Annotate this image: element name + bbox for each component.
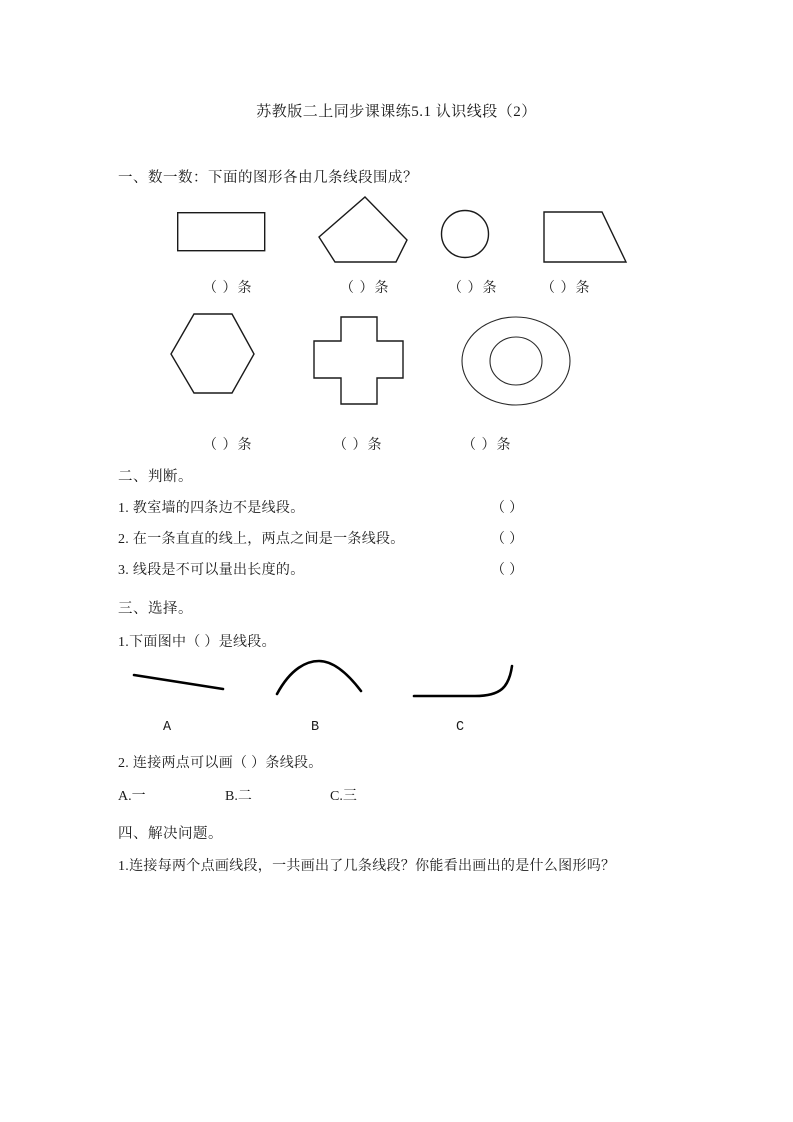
shape-right-trapezoid [543, 211, 628, 264]
judge-answer-box-3[interactable]: （ ） [491, 563, 524, 578]
shape-cross [313, 316, 405, 406]
choice-question-2: 2. 连接两点可以画（ ）条线段。 [118, 756, 323, 771]
figure-c-line-with-hook [413, 665, 517, 699]
shape-annulus [460, 315, 572, 407]
shape-rectangle [177, 212, 267, 254]
section-heading-one: 一、数一数：下面的图形各由几条线段围成？ [118, 170, 418, 186]
shape-hexagon [170, 313, 256, 395]
figure-a-straight-line [133, 670, 225, 694]
figure-label-a: A [163, 720, 172, 735]
count-label-cross: （ ）条 [333, 438, 383, 453]
figure-label-c: C [456, 720, 465, 735]
count-label-pentagon: （ ）条 [340, 281, 390, 296]
shape-circle [440, 209, 492, 261]
section-heading-four: 四、解决问题。 [118, 826, 223, 842]
count-label-trapezoid: （ ）条 [541, 281, 591, 296]
choice-option-b[interactable]: B.二 [225, 789, 252, 804]
judge-answer-box-1[interactable]: （ ） [491, 501, 524, 516]
judge-item-1: 1. 教室墙的四条边不是线段。 [118, 501, 305, 516]
page-title: 苏教版二上同步课课练5.1 认识线段（2） [256, 104, 537, 120]
choice-option-a[interactable]: A.一 [118, 789, 146, 804]
count-label-hexagon: （ ）条 [203, 438, 253, 453]
figure-b-arc-curve [275, 660, 363, 696]
shape-pentagon [318, 196, 410, 264]
judge-item-3: 3. 线段是不可以量出长度的。 [118, 563, 305, 578]
choice-option-c[interactable]: C.三 [330, 789, 357, 804]
judge-answer-box-2[interactable]: （ ） [491, 532, 524, 547]
count-label-rectangle: （ ）条 [203, 281, 253, 296]
count-label-annulus: （ ）条 [462, 438, 512, 453]
count-label-circle: （ ）条 [448, 281, 498, 296]
figure-label-b: B [311, 720, 320, 735]
problem-question-1: 1.连接每两个点画线段，一共画出了几条线段？你能看出画出的是什么图形吗？ [118, 859, 616, 874]
section-heading-three: 三、选择。 [118, 601, 193, 617]
judge-item-2: 2. 在一条直直的线上，两点之间是一条线段。 [118, 532, 405, 547]
choice-question-1: 1.下面图中（ ）是线段。 [118, 635, 276, 650]
section-heading-two: 二、判断。 [118, 469, 193, 485]
